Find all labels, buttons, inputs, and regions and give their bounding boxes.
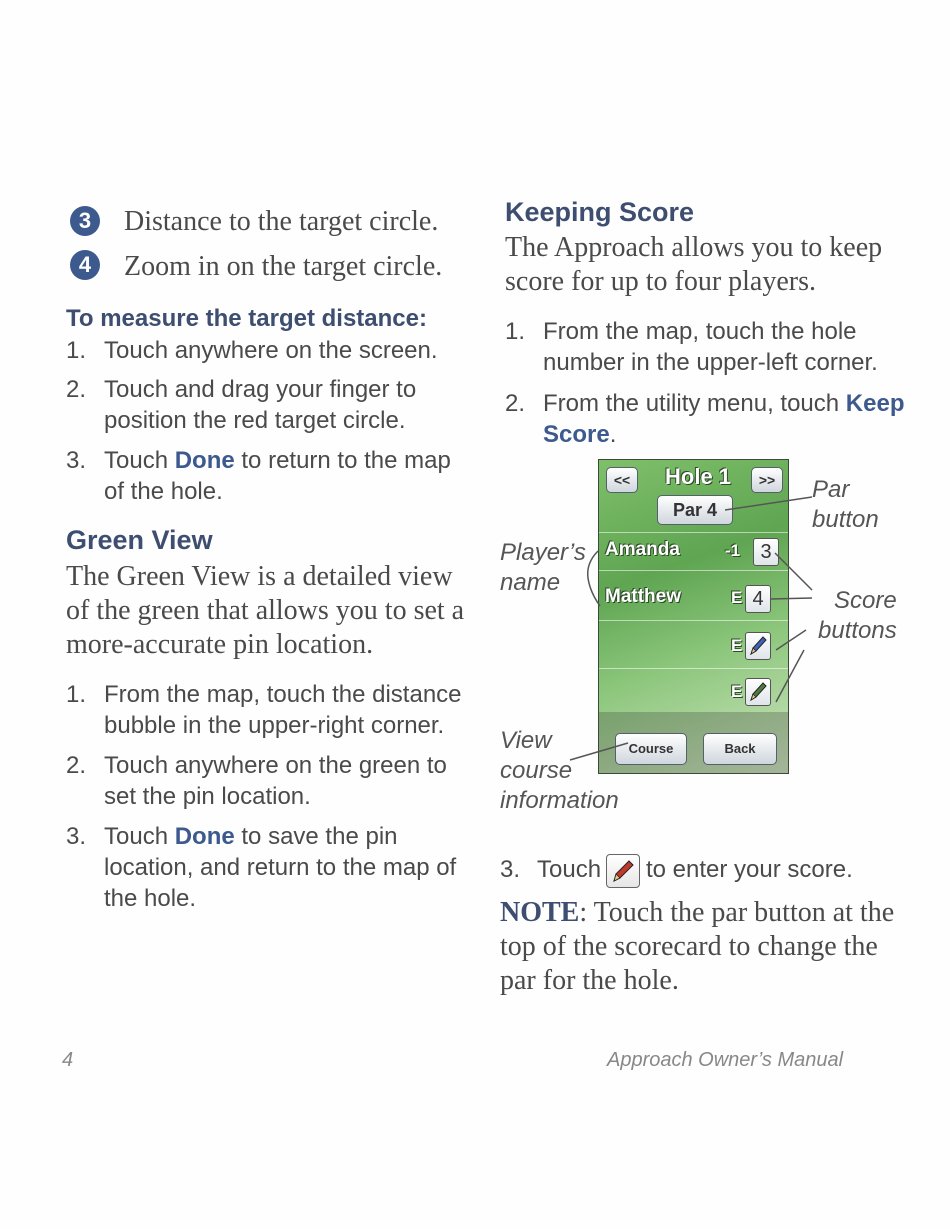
score-step-3 [500,854,920,890]
score-leader-line [775,553,812,590]
green-view-heading: Green View [66,525,213,555]
player-name: Amanda [605,539,680,560]
hole-label: Hole 1 [665,464,732,489]
step-number: 3. [66,447,87,474]
score-button[interactable]: 4 [745,585,771,613]
step-number: 3. [66,823,87,850]
done-keyword: Done [174,823,235,850]
step-number: 3. [500,856,521,883]
footer-title: Approach Owner’s Manual [607,1049,844,1071]
done-keyword: Done [174,447,235,474]
score-leader-line [776,650,804,702]
step-text: Touch and drag your finger to position the red target circle. [104,376,417,434]
keep-score-keyword-2: Score [543,421,610,448]
step-number: 2. [66,376,87,403]
note-block: NOTE: Touch the par button at the top of the scorecard to change the par for the hole. [500,897,895,996]
keeping-score-heading: Keeping Score [505,197,695,227]
step-number: 2. [505,390,526,417]
step-number: 1. [66,337,87,364]
player-relative-score: E [731,636,743,655]
step-number: 2. [66,752,87,779]
keep-score-keyword: Keep [845,390,905,417]
legend-text-4: Zoom in on the target circle. [124,251,443,282]
pencil-icon [606,854,640,888]
score-leader-line [770,598,812,599]
prev-hole-button[interactable]: << [606,467,638,493]
step-text: Touch anywhere on the green to set the pin location. [104,752,447,810]
view-course-annotation: View course information [500,727,619,814]
par-button[interactable]: Par 4 [657,495,733,525]
par-leader-line [725,497,812,510]
player-relative-score: E [731,588,743,607]
step-number: 1. [505,318,526,345]
step-text: Touch [537,856,602,883]
callout-3-icon: 3 [70,206,100,236]
step-text: Touch Done to save the pin location, and return to the map of the hole. [104,823,457,912]
step-text: From the map, touch the hole number in the upper-left corner. [543,318,878,376]
back-button[interactable]: Back [703,733,777,765]
green-view-body: The Green View is a detailed view of the green that allows you to set a more-accurate pin location. [66,561,465,660]
step-number: 1. [66,681,87,708]
page-number: 4 [62,1049,74,1071]
players-name-annotation: Player’s name [500,539,586,596]
score-button[interactable]: 3 [753,538,779,566]
step-text: Touch anywhere on the screen. [104,337,438,364]
step-text: From the utility menu, touch Keep Score. [543,390,905,448]
player-relative-score: -1 [725,541,741,560]
par-button-annotation: Par button [812,476,879,533]
step-text: Touch Done to return to the map of the hole. [104,447,451,505]
step-text: From the map, touch the distance bubble in the upper-right corner. [104,681,462,739]
measure-heading: To measure the target distance: [66,305,427,332]
next-hole-button[interactable]: >> [751,467,783,493]
course-button[interactable]: Course [615,733,687,765]
player-name: Matthew [605,586,681,607]
score-buttons-annotation: Score buttons [818,587,897,644]
players-bracket [588,551,600,606]
keeping-score-body: The Approach allows you to keep score for up to four players. [505,232,883,297]
note-label: NOTE [500,897,580,928]
legend-text-3: Distance to the target circle. [124,206,439,237]
step-text: to enter your score. [646,856,853,883]
player-relative-score: E [731,682,743,701]
callout-4-icon: 4 [70,250,100,280]
score-leader-line [776,630,806,650]
